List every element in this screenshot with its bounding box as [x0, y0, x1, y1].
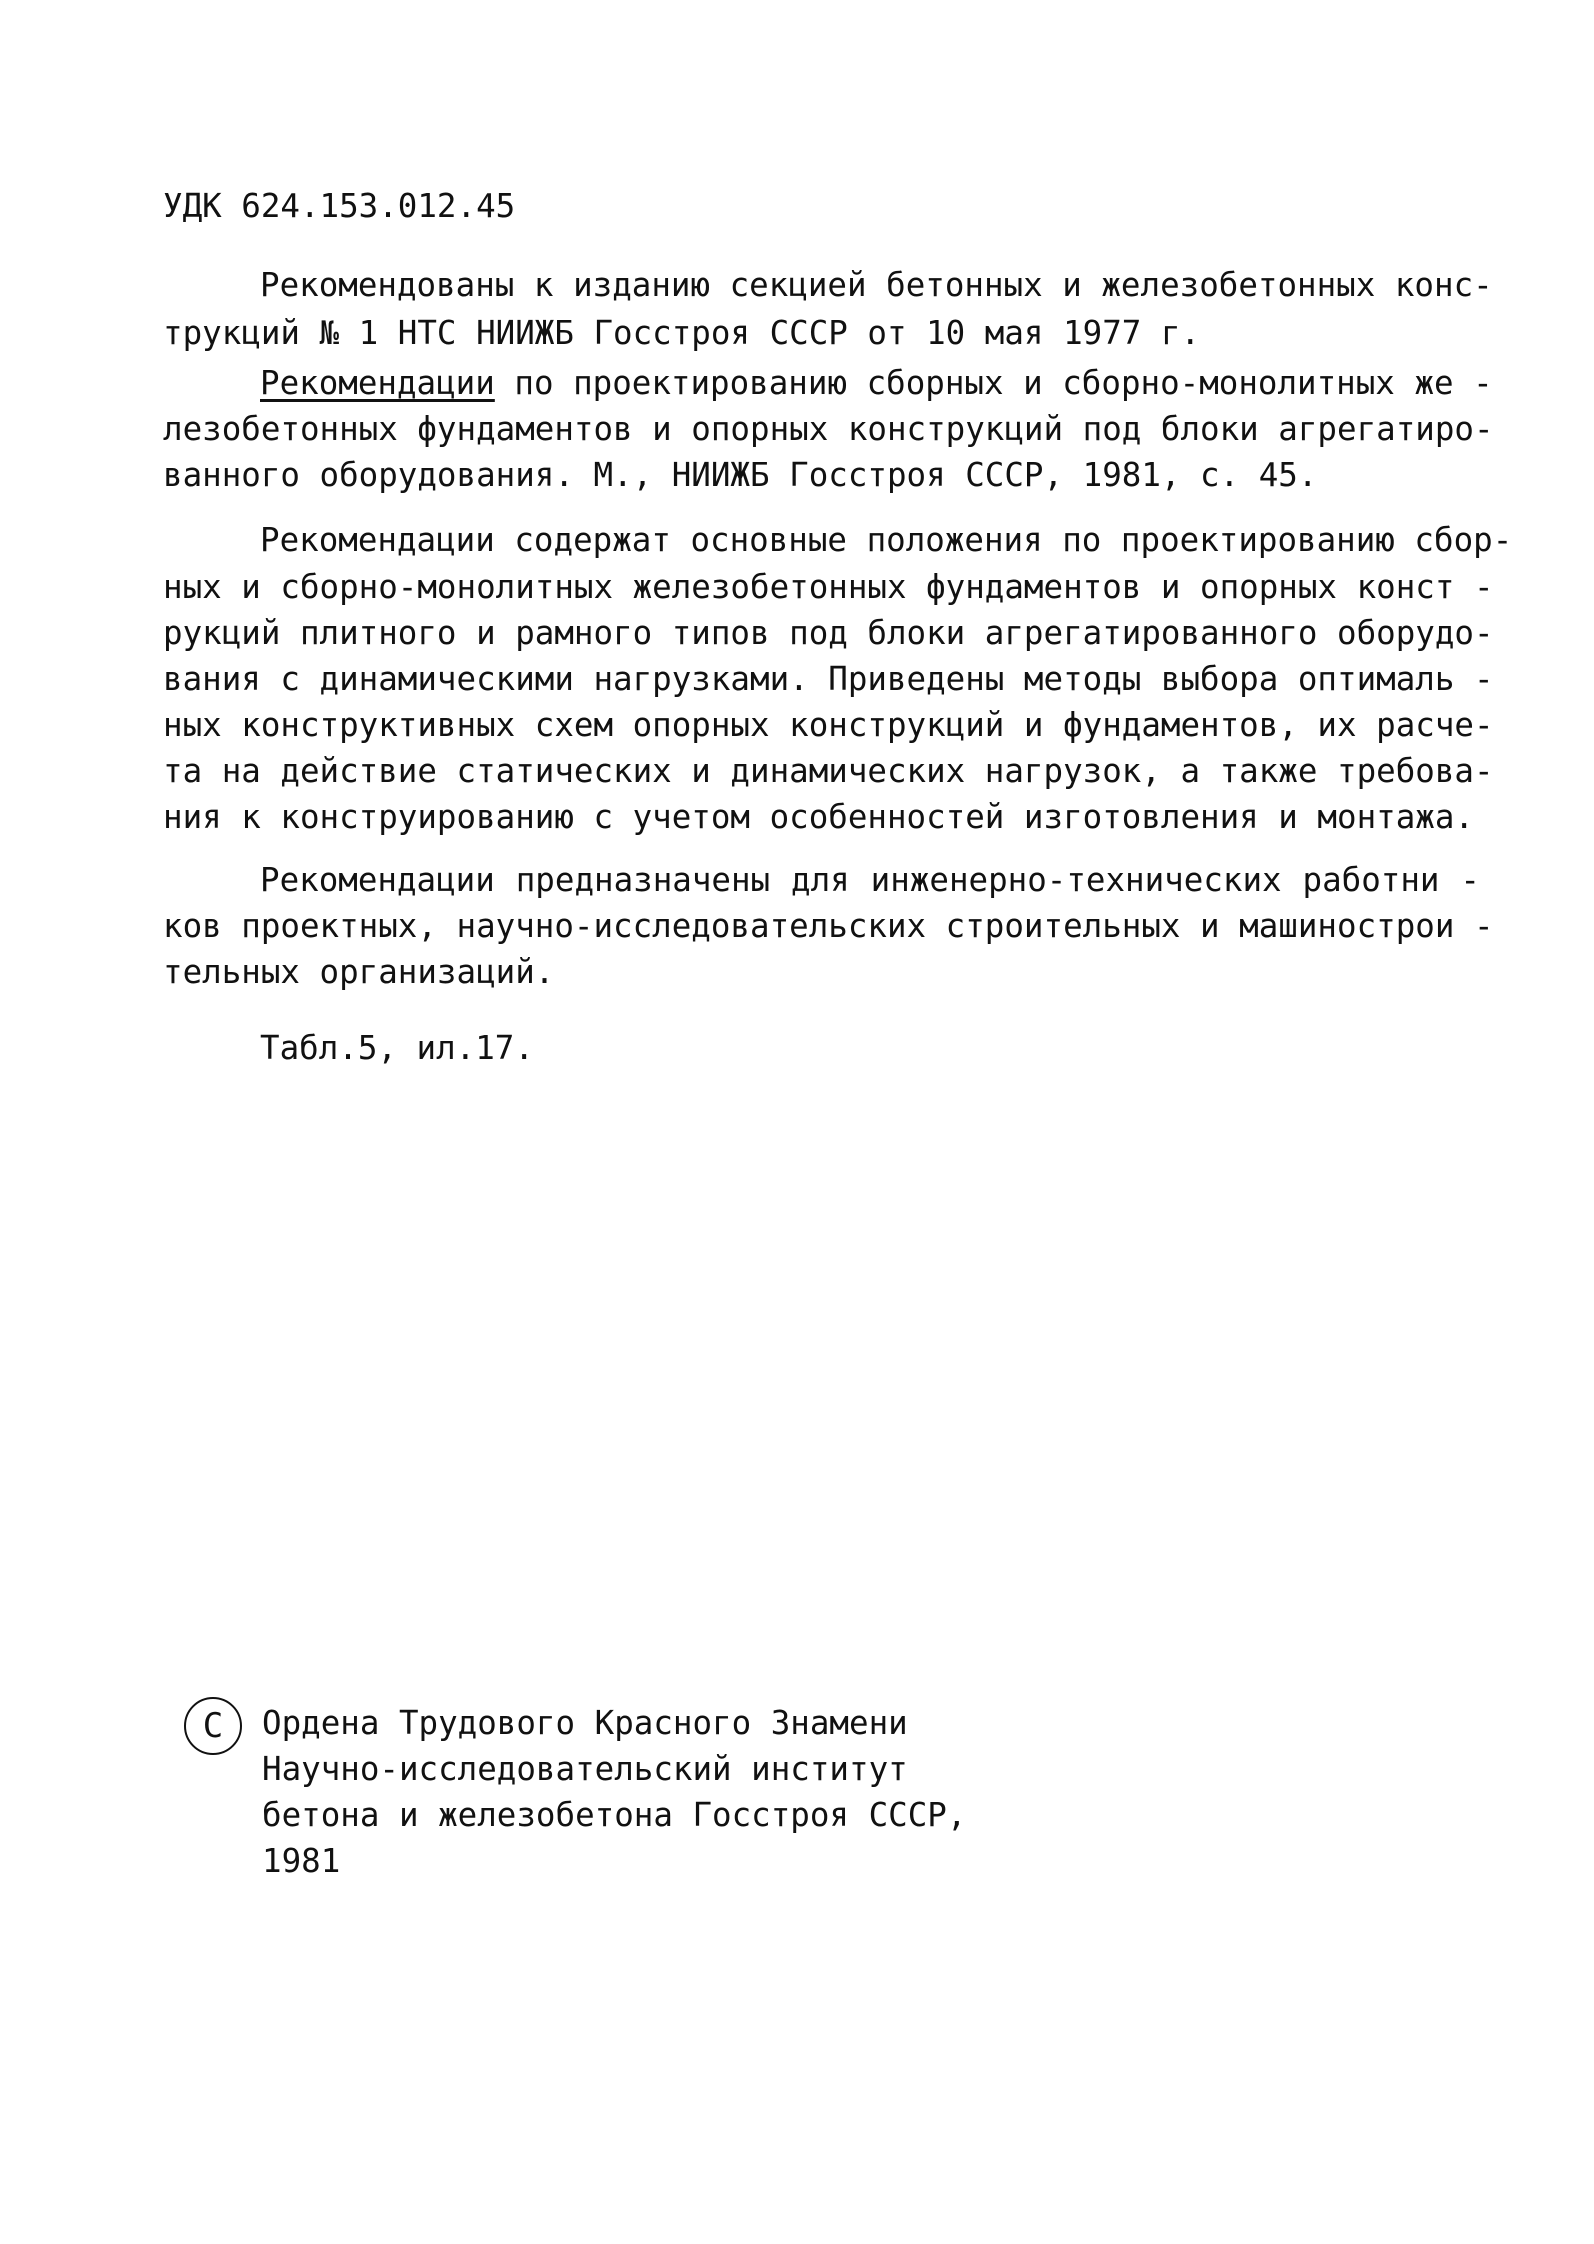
- abstract-line-4: вания с динамическими нагрузками. Приведены методы выбора оптималь -: [163, 660, 1494, 698]
- recommendation-note-line-1: Рекомендованы к изданию секцией бетонных и железобетонных конс-: [260, 266, 1493, 304]
- tables-illustrations-count: Табл.5, ил.17.: [260, 1029, 534, 1067]
- audience-line-3: тельных организаций.: [163, 953, 555, 991]
- abstract-line-3: рукций плитного и рамного типов под блоки агрегатированного оборудо-: [163, 614, 1494, 652]
- abstract-line-5: ных конструктивных схем опорных конструкций и фундаментов, их расче-: [163, 706, 1494, 744]
- bibliographic-entry-line-1: [260, 360, 1493, 406]
- copyright-line-1: Ордена Трудового Красного Знамени: [262, 1704, 908, 1742]
- copyright-year: 1981: [262, 1842, 341, 1880]
- abstract-line-6: та на действие статических и динамических нагрузок, а также требова-: [163, 752, 1494, 790]
- udk-code: УДК 624.153.012.45: [163, 187, 516, 225]
- abstract-line-7: ния к конструированию с учетом особенностей изготовления и монтажа.: [163, 798, 1474, 836]
- abstract-line-1: Рекомендации содержат основные положения по проектированию сбор-: [260, 521, 1513, 559]
- bibliographic-entry-line-2: лезобетонных фундаментов и опорных конструкций под блоки агрегатиро-: [163, 410, 1494, 448]
- audience-line-1: Рекомендации предназначены для инженерно-технических работни -: [260, 861, 1480, 899]
- bibliographic-line-1-rest: по проектированию сборных и сборно-монолитных же -: [494, 364, 1493, 402]
- copyright-line-3: бетона и железобетона Госстроя СССР,: [262, 1796, 967, 1834]
- abstract-line-2: ных и сборно-монолитных железобетонных фундаментов и опорных конст -: [163, 568, 1494, 606]
- audience-line-2: ков проектных, научно-исследовательских строительных и машинострои -: [163, 907, 1494, 945]
- bibliographic-entry-line-3: ванного оборудования. М., НИИЖБ Госстроя СССР, 1981, с. 45.: [163, 456, 1318, 494]
- recommendation-note-line-2: трукций № 1 НТС НИИЖБ Госстроя СССР от 10 мая 1977 г.: [163, 314, 1201, 352]
- copyright-icon: С: [184, 1697, 242, 1755]
- bibliographic-title-word: Рекомендации: [260, 364, 495, 402]
- copyright-line-2: Научно-исследовательский институт: [262, 1750, 908, 1788]
